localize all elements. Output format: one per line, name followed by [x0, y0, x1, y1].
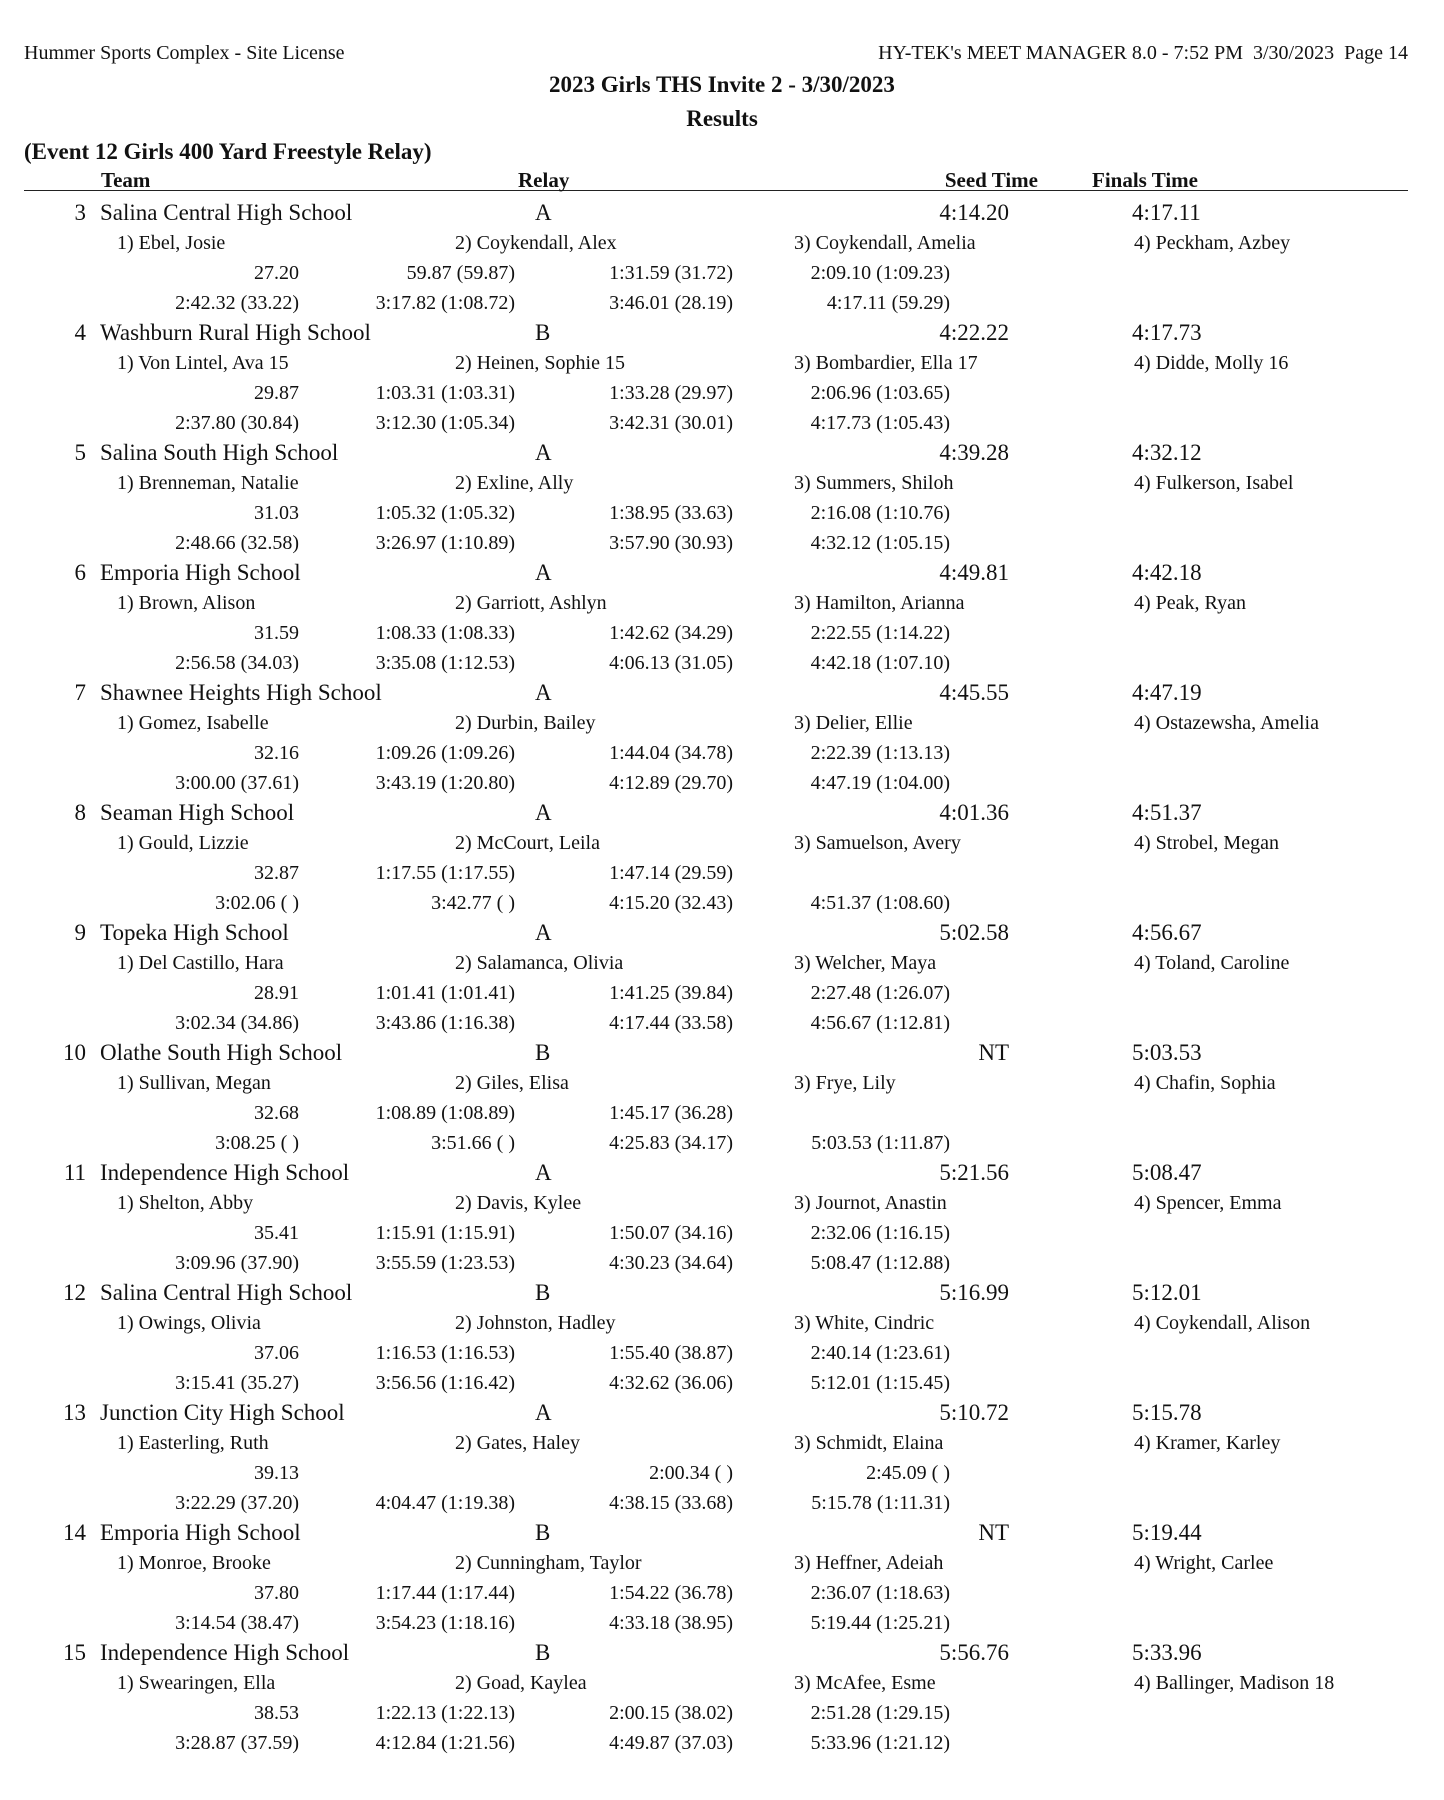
splits-line	[0, 618, 1444, 648]
seed-time: 5:10.72	[939, 1400, 1009, 1425]
swimmer-name: 2) Gates, Haley	[455, 1432, 580, 1454]
split-time: 1:08.33 (1:08.33)	[375, 622, 515, 644]
splits-line	[0, 1458, 1444, 1488]
seed-time: 4:01.36	[939, 800, 1009, 825]
team-name: Independence High School	[100, 1640, 350, 1665]
split-time: 3:43.86 (1:16.38)	[375, 1012, 515, 1034]
finals-time: 4:17.73	[1132, 320, 1202, 345]
place: 9	[74, 920, 86, 945]
result-main-line	[0, 438, 1444, 468]
finals-time: 5:12.01	[1132, 1280, 1202, 1305]
splits-line	[0, 648, 1444, 678]
seed-time: 4:22.22	[939, 320, 1009, 345]
result-main-line	[0, 1638, 1444, 1668]
swimmer-name: 1) Swearingen, Ella	[117, 1672, 276, 1694]
splits-line	[0, 378, 1444, 408]
result-main-line	[0, 318, 1444, 348]
swimmer-name: 4) Spencer, Emma	[1134, 1192, 1282, 1214]
seed-time: 4:14.20	[939, 200, 1009, 225]
split-time: 2:22.55 (1:14.22)	[810, 622, 950, 644]
split-time: 1:17.44 (1:17.44)	[375, 1582, 515, 1604]
result-entry	[0, 1278, 1444, 1398]
finals-time: 4:51.37	[1132, 800, 1202, 825]
col-relay: Relay	[518, 168, 570, 192]
finals-time: 4:32.12	[1132, 440, 1202, 465]
split-time: 1:01.41 (1:01.41)	[375, 982, 515, 1004]
split-time: 4:25.83 (34.17)	[609, 1132, 733, 1154]
split-time: 2:32.06 (1:16.15)	[810, 1222, 950, 1244]
team-name: Salina Central High School	[100, 1280, 353, 1305]
swimmer-name: 2) Johnston, Hadley	[455, 1312, 616, 1334]
meet-manager-info: HY-TEK's MEET MANAGER 8.0 - 7:52 PM 3/30/2023 Page 14	[878, 42, 1408, 64]
split-time: 4:17.73 (1:05.43)	[810, 412, 950, 434]
split-time: 1:15.91 (1:15.91)	[375, 1222, 515, 1244]
result-entry	[0, 318, 1444, 438]
swimmer-name: 1) Brown, Alison	[117, 592, 256, 614]
place: 14	[63, 1520, 86, 1545]
relay-letter: A	[535, 440, 552, 465]
finals-time: 5:33.96	[1132, 1640, 1202, 1665]
split-time: 32.16	[254, 742, 299, 764]
swimmer-name: 3) Delier, Ellie	[794, 712, 913, 734]
swimmers-line	[0, 348, 1444, 378]
split-time: 4:15.20 (32.43)	[609, 892, 733, 914]
place: 7	[74, 680, 86, 705]
splits-line	[0, 1698, 1444, 1728]
split-time: 39.13	[254, 1462, 299, 1484]
team-name: Seaman High School	[100, 800, 295, 825]
finals-time: 5:03.53	[1132, 1040, 1202, 1065]
split-time: 2:09.10 (1:09.23)	[810, 262, 950, 284]
seed-time: NT	[978, 1520, 1009, 1545]
split-time: 28.91	[254, 982, 299, 1004]
seed-time: 4:49.81	[939, 560, 1009, 585]
split-time: 3:17.82 (1:08.72)	[375, 292, 515, 314]
finals-time: 5:08.47	[1132, 1160, 1202, 1185]
split-time: 1:08.89 (1:08.89)	[375, 1102, 515, 1124]
relay-letter: A	[535, 800, 552, 825]
result-entry	[0, 198, 1444, 318]
seed-time: 4:45.55	[939, 680, 1009, 705]
split-time: 4:17.11 (59.29)	[826, 292, 950, 314]
split-time: 1:55.40 (38.87)	[609, 1342, 733, 1364]
relay-letter: A	[535, 1400, 552, 1425]
finals-time: 5:19.44	[1132, 1520, 1202, 1545]
splits-line	[0, 1608, 1444, 1638]
place: 13	[63, 1400, 86, 1425]
split-time: 31.03	[254, 502, 299, 524]
split-time: 3:57.90 (30.93)	[609, 532, 733, 554]
team-name: Olathe South High School	[100, 1040, 343, 1065]
finals-time: 4:56.67	[1132, 920, 1202, 945]
swimmer-name: 1) Ebel, Josie	[117, 232, 226, 254]
swimmer-name: 1) Brenneman, Natalie	[117, 472, 299, 494]
split-time: 1:22.13 (1:22.13)	[375, 1702, 515, 1724]
swimmers-line	[0, 1428, 1444, 1458]
split-time: 4:42.18 (1:07.10)	[810, 652, 950, 674]
splits-line	[0, 1488, 1444, 1518]
split-time: 4:04.47 (1:19.38)	[375, 1492, 515, 1514]
splits-line	[0, 888, 1444, 918]
result-entry	[0, 918, 1444, 1038]
team-name: Shawnee Heights High School	[100, 680, 382, 705]
swimmer-name: 3) Frye, Lily	[794, 1072, 896, 1094]
result-entry	[0, 678, 1444, 798]
seed-time: 5:02.58	[939, 920, 1009, 945]
relay-letter: A	[535, 680, 552, 705]
team-name: Washburn Rural High School	[100, 320, 371, 345]
result-main-line	[0, 798, 1444, 828]
split-time: 4:38.15 (33.68)	[609, 1492, 733, 1514]
relay-letter: A	[535, 920, 552, 945]
team-name: Topeka High School	[100, 920, 289, 945]
split-time: 4:49.87 (37.03)	[609, 1732, 733, 1754]
split-time: 3:35.08 (1:12.53)	[375, 652, 515, 674]
seed-time: 4:39.28	[939, 440, 1009, 465]
split-time: 3:28.87 (37.59)	[175, 1732, 299, 1754]
split-time: 2:40.14 (1:23.61)	[810, 1342, 950, 1364]
relay-letter: B	[535, 1640, 551, 1665]
split-time: 4:56.67 (1:12.81)	[810, 1012, 950, 1034]
splits-line	[0, 1728, 1444, 1758]
split-time: 1:47.14 (29.59)	[609, 862, 733, 884]
col-seed-time: Seed Time	[944, 168, 1038, 192]
split-time: 4:47.19 (1:04.00)	[810, 772, 950, 794]
split-time: 2:06.96 (1:03.65)	[810, 382, 950, 404]
result-entry	[0, 1158, 1444, 1278]
split-time: 4:32.62 (36.06)	[609, 1372, 733, 1394]
result-main-line	[0, 1278, 1444, 1308]
swimmer-name: 1) Gould, Lizzie	[117, 832, 249, 854]
swimmer-name: 1) Monroe, Brooke	[117, 1552, 271, 1574]
splits-line	[0, 1128, 1444, 1158]
swimmer-name: 4) Ballinger, Madison 18	[1134, 1672, 1335, 1694]
split-time: 1:05.32 (1:05.32)	[375, 502, 515, 524]
team-name: Junction City High School	[100, 1400, 345, 1425]
swimmer-name: 2) Heinen, Sophie 15	[455, 352, 625, 374]
result-entry	[0, 1518, 1444, 1638]
splits-line	[0, 1218, 1444, 1248]
split-time: 2:27.48 (1:26.07)	[810, 982, 950, 1004]
swimmer-name: 2) Garriott, Ashlyn	[455, 592, 607, 614]
split-time: 4:12.84 (1:21.56)	[375, 1732, 515, 1754]
place: 6	[74, 560, 86, 585]
split-time: 1:42.62 (34.29)	[609, 622, 733, 644]
seed-time: 5:56.76	[939, 1640, 1009, 1665]
split-time: 3:42.31 (30.01)	[609, 412, 733, 434]
place: 15	[63, 1640, 86, 1665]
split-time: 2:36.07 (1:18.63)	[810, 1582, 950, 1604]
place: 3	[74, 200, 86, 225]
finals-time: 5:15.78	[1132, 1400, 1202, 1425]
swimmers-line	[0, 1548, 1444, 1578]
splits-line	[0, 528, 1444, 558]
split-time: 3:56.56 (1:16.42)	[375, 1372, 515, 1394]
split-time: 38.53	[254, 1702, 299, 1724]
swimmer-name: 3) Summers, Shiloh	[794, 472, 954, 494]
place: 11	[63, 1160, 86, 1185]
swimmers-line	[0, 1308, 1444, 1338]
split-time: 3:51.66 ( )	[431, 1132, 515, 1154]
result-main-line	[0, 198, 1444, 228]
results-subtitle: Results	[686, 106, 758, 131]
swimmer-name: 3) White, Cindric	[794, 1312, 935, 1334]
splits-line	[0, 408, 1444, 438]
split-time: 4:32.12 (1:05.15)	[810, 532, 950, 554]
swimmer-name: 2) Durbin, Bailey	[455, 712, 596, 734]
split-time: 4:17.44 (33.58)	[609, 1012, 733, 1034]
split-time: 3:54.23 (1:18.16)	[375, 1612, 515, 1634]
split-time: 37.06	[254, 1342, 299, 1364]
split-time: 2:42.32 (33.22)	[175, 292, 299, 314]
seed-time: 5:16.99	[939, 1280, 1009, 1305]
swimmer-name: 4) Fulkerson, Isabel	[1134, 472, 1294, 494]
result-main-line	[0, 1398, 1444, 1428]
splits-line	[0, 768, 1444, 798]
split-time: 5:03.53 (1:11.87)	[811, 1132, 950, 1154]
result-main-line	[0, 1038, 1444, 1068]
splits-line	[0, 858, 1444, 888]
split-time: 5:33.96 (1:21.12)	[810, 1732, 950, 1754]
split-time: 4:30.23 (34.64)	[609, 1252, 733, 1274]
result-entry	[0, 798, 1444, 918]
team-name: Salina South High School	[100, 440, 339, 465]
swimmer-name: 4) Kramer, Karley	[1134, 1432, 1281, 1454]
swimmer-name: 3) Bombardier, Ella 17	[794, 352, 978, 374]
swimmer-name: 2) Goad, Kaylea	[455, 1672, 587, 1694]
split-time: 1:16.53 (1:16.53)	[375, 1342, 515, 1364]
split-time: 29.87	[254, 382, 299, 404]
relay-letter: B	[535, 1040, 551, 1065]
swimmers-line	[0, 828, 1444, 858]
splits-line	[0, 1098, 1444, 1128]
split-time: 59.87 (59.87)	[406, 262, 515, 284]
swimmer-name: 1) Easterling, Ruth	[117, 1432, 269, 1454]
result-entry	[0, 558, 1444, 678]
swimmer-name: 1) Sullivan, Megan	[117, 1072, 271, 1094]
finals-time: 4:47.19	[1132, 680, 1202, 705]
split-time: 3:02.34 (34.86)	[175, 1012, 299, 1034]
site-license: Hummer Sports Complex - Site License	[24, 42, 345, 64]
swimmer-name: 3) Samuelson, Avery	[794, 832, 961, 854]
split-time: 4:06.13 (31.05)	[609, 652, 733, 674]
split-time: 2:00.34 ( )	[649, 1462, 733, 1484]
swimmer-name: 2) Giles, Elisa	[455, 1072, 569, 1094]
split-time: 3:12.30 (1:05.34)	[375, 412, 515, 434]
split-time: 3:14.54 (38.47)	[175, 1612, 299, 1634]
split-time: 3:22.29 (37.20)	[175, 1492, 299, 1514]
team-name: Emporia High School	[100, 1520, 301, 1545]
swimmers-line	[0, 1668, 1444, 1698]
swimmer-name: 4) Peckham, Azbey	[1134, 232, 1291, 254]
place: 12	[63, 1280, 86, 1305]
swimmer-name: 3) Schmidt, Elaina	[794, 1432, 944, 1454]
swimmer-name: 2) Salamanca, Olivia	[455, 952, 624, 974]
relay-letter: A	[535, 1160, 552, 1185]
swimmers-line	[0, 588, 1444, 618]
relay-letter: A	[535, 200, 552, 225]
swimmers-line	[0, 1188, 1444, 1218]
swimmers-line	[0, 948, 1444, 978]
swimmer-name: 3) Welcher, Maya	[794, 952, 937, 974]
relay-letter: B	[535, 320, 551, 345]
split-time: 1:54.22 (36.78)	[609, 1582, 733, 1604]
result-main-line	[0, 678, 1444, 708]
swimmer-name: 2) Exline, Ally	[455, 472, 574, 494]
split-time: 4:12.89 (29.70)	[609, 772, 733, 794]
swimmers-line	[0, 468, 1444, 498]
swimmer-name: 4) Toland, Caroline	[1134, 952, 1290, 974]
swimmer-name: 3) McAfee, Esme	[794, 1672, 936, 1694]
relay-letter: B	[535, 1280, 551, 1305]
swimmer-name: 4) Wright, Carlee	[1134, 1552, 1274, 1574]
result-main-line	[0, 918, 1444, 948]
split-time: 35.41	[254, 1222, 299, 1244]
result-main-line	[0, 1518, 1444, 1548]
swimmer-name: 1) Del Castillo, Hara	[117, 952, 284, 974]
split-time: 1:38.95 (33.63)	[609, 502, 733, 524]
meet-title: 2023 Girls THS Invite 2 - 3/30/2023	[549, 72, 895, 97]
splits-line	[0, 498, 1444, 528]
split-time: 2:16.08 (1:10.76)	[810, 502, 950, 524]
split-time: 3:46.01 (28.19)	[609, 292, 733, 314]
splits-line	[0, 1248, 1444, 1278]
swimmer-name: 2) Cunningham, Taylor	[455, 1552, 642, 1574]
col-finals-time: Finals Time	[1092, 168, 1198, 192]
swimmers-line	[0, 708, 1444, 738]
split-time: 5:08.47 (1:12.88)	[810, 1252, 950, 1274]
split-time: 32.87	[254, 862, 299, 884]
swimmers-line	[0, 228, 1444, 258]
col-team: Team	[101, 168, 151, 192]
swimmer-name: 4) Didde, Molly 16	[1134, 352, 1289, 374]
swimmers-line	[0, 1068, 1444, 1098]
split-time: 1:44.04 (34.78)	[609, 742, 733, 764]
split-time: 27.20	[254, 262, 299, 284]
result-main-line	[0, 558, 1444, 588]
team-name: Independence High School	[100, 1160, 350, 1185]
result-entry	[0, 1398, 1444, 1518]
split-time: 1:41.25 (39.84)	[609, 982, 733, 1004]
swimmer-name: 2) Coykendall, Alex	[455, 232, 617, 254]
swimmer-name: 2) McCourt, Leila	[455, 832, 600, 854]
swimmer-name: 1) Von Lintel, Ava 15	[117, 352, 289, 374]
finals-time: 4:42.18	[1132, 560, 1202, 585]
swimmer-name: 4) Coykendall, Alison	[1134, 1312, 1311, 1334]
splits-line	[0, 288, 1444, 318]
splits-line	[0, 1578, 1444, 1608]
split-time: 1:09.26 (1:09.26)	[375, 742, 515, 764]
seed-time: NT	[978, 1040, 1009, 1065]
place: 4	[74, 320, 86, 345]
swimmer-name: 4) Ostazewsha, Amelia	[1134, 712, 1319, 734]
split-time: 3:08.25 ( )	[215, 1132, 299, 1154]
results-list	[0, 198, 1444, 1758]
split-time: 2:56.58 (34.03)	[175, 652, 299, 674]
split-time: 2:22.39 (1:13.13)	[810, 742, 950, 764]
split-time: 3:09.96 (37.90)	[175, 1252, 299, 1274]
split-time: 32.68	[254, 1102, 299, 1124]
swimmer-name: 3) Coykendall, Amelia	[794, 232, 976, 254]
swimmer-name: 4) Peak, Ryan	[1134, 592, 1246, 614]
split-time: 5:15.78 (1:11.31)	[811, 1492, 950, 1514]
splits-line	[0, 978, 1444, 1008]
splits-line	[0, 258, 1444, 288]
split-time: 5:12.01 (1:15.45)	[810, 1372, 950, 1394]
split-time: 3:42.77 ( )	[431, 892, 515, 914]
swimmer-name: 2) Davis, Kylee	[455, 1192, 582, 1214]
splits-line	[0, 1368, 1444, 1398]
split-time: 3:00.00 (37.61)	[175, 772, 299, 794]
split-time: 1:33.28 (29.97)	[609, 382, 733, 404]
swimmer-name: 1) Gomez, Isabelle	[117, 712, 269, 734]
split-time: 4:51.37 (1:08.60)	[810, 892, 950, 914]
swimmer-name: 4) Strobel, Megan	[1134, 832, 1279, 854]
split-time: 2:37.80 (30.84)	[175, 412, 299, 434]
split-time: 4:33.18 (38.95)	[609, 1612, 733, 1634]
place: 5	[74, 440, 86, 465]
split-time: 37.80	[254, 1582, 299, 1604]
split-time: 1:03.31 (1:03.31)	[375, 382, 515, 404]
team-name: Emporia High School	[100, 560, 301, 585]
split-time: 3:15.41 (35.27)	[175, 1372, 299, 1394]
split-time: 1:31.59 (31.72)	[609, 262, 733, 284]
swimmer-name: 3) Journot, Anastin	[794, 1192, 947, 1214]
split-time: 2:00.15 (38.02)	[609, 1702, 733, 1724]
result-entry	[0, 1638, 1444, 1758]
split-time: 2:51.28 (1:29.15)	[810, 1702, 950, 1724]
place: 10	[63, 1040, 86, 1065]
split-time: 5:19.44 (1:25.21)	[810, 1612, 950, 1634]
swimmer-name: 3) Heffner, Adeiah	[794, 1552, 944, 1574]
split-time: 2:48.66 (32.58)	[175, 532, 299, 554]
split-time: 1:17.55 (1:17.55)	[375, 862, 515, 884]
finals-time: 4:17.11	[1132, 200, 1201, 225]
split-time: 3:26.97 (1:10.89)	[375, 532, 515, 554]
split-time: 3:02.06 ( )	[215, 892, 299, 914]
seed-time: 5:21.56	[939, 1160, 1009, 1185]
column-header	[24, 170, 1408, 191]
swimmer-name: 1) Shelton, Abby	[117, 1192, 254, 1214]
splits-line	[0, 1008, 1444, 1038]
relay-letter: B	[535, 1520, 551, 1545]
swimmer-name: 4) Chafin, Sophia	[1134, 1072, 1276, 1094]
team-name: Salina Central High School	[100, 200, 353, 225]
result-entry	[0, 1038, 1444, 1158]
splits-line	[0, 1338, 1444, 1368]
swimmer-name: 1) Owings, Olivia	[117, 1312, 261, 1334]
split-time: 3:43.19 (1:20.80)	[375, 772, 515, 794]
result-entry	[0, 438, 1444, 558]
split-time: 1:45.17 (36.28)	[609, 1102, 733, 1124]
place: 8	[74, 800, 86, 825]
relay-letter: A	[535, 560, 552, 585]
split-time: 2:45.09 ( )	[866, 1462, 950, 1484]
result-main-line	[0, 1158, 1444, 1188]
swimmer-name: 3) Hamilton, Arianna	[794, 592, 965, 614]
event-title: (Event 12 Girls 400 Yard Freestyle Relay)	[24, 139, 432, 164]
split-time: 31.59	[254, 622, 299, 644]
split-time: 1:50.07 (34.16)	[609, 1222, 733, 1244]
splits-line	[0, 738, 1444, 768]
split-time: 3:55.59 (1:23.53)	[375, 1252, 515, 1274]
